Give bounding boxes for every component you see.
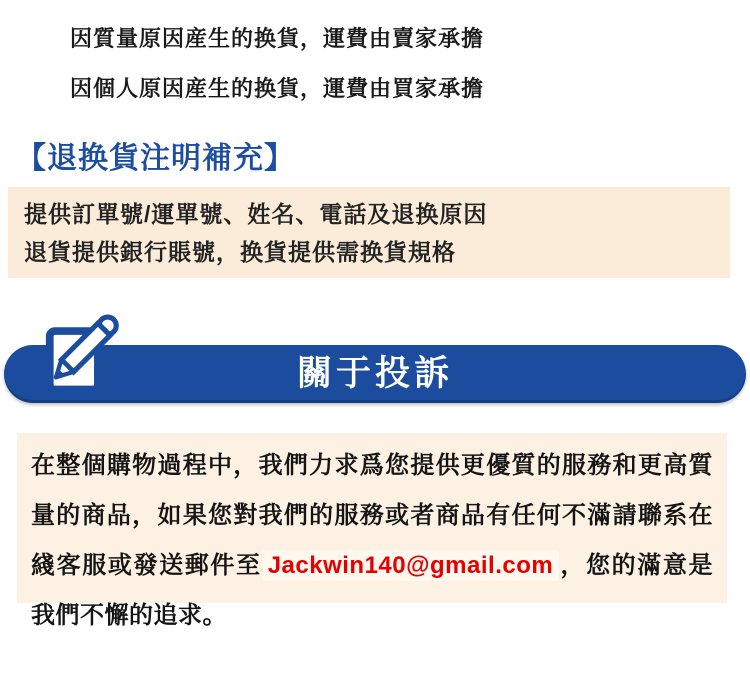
support-email-link[interactable]: Jackwin140@gmail.com (262, 550, 560, 581)
exchange-note-quality: 因質量原因産生的换貨，運費由賣家承擔 (70, 26, 485, 51)
complaint-banner-title: 關于投訴 (296, 354, 453, 393)
return-policy-box (8, 187, 730, 278)
return-policy-heading: 【退换貨注明補充】 (16, 142, 295, 175)
complaint-text (31, 441, 713, 641)
exchange-note-personal: 因個人原因産生的换貨，運費由買家承擔 (70, 76, 485, 101)
return-policy-line: 提供訂單號/運單號、姓名、電話及退换原因 (24, 201, 488, 227)
complaint-box (17, 433, 727, 629)
return-policy-line: 退貨提供銀行賬號，换貨提供需换貨規格 (24, 239, 456, 265)
complaint-text-after-email: ，您的滿意是我們不懈的追求。 (31, 552, 714, 629)
pencil-note-icon (36, 308, 122, 404)
complaint-text-before-email: 在整個購物過程中，我們力求爲您提供更優質的服務和更高質量的商品，如果您對我們的服務或者商品有任何不滿請聯系在綫客服或發送郵件至 (31, 452, 713, 579)
